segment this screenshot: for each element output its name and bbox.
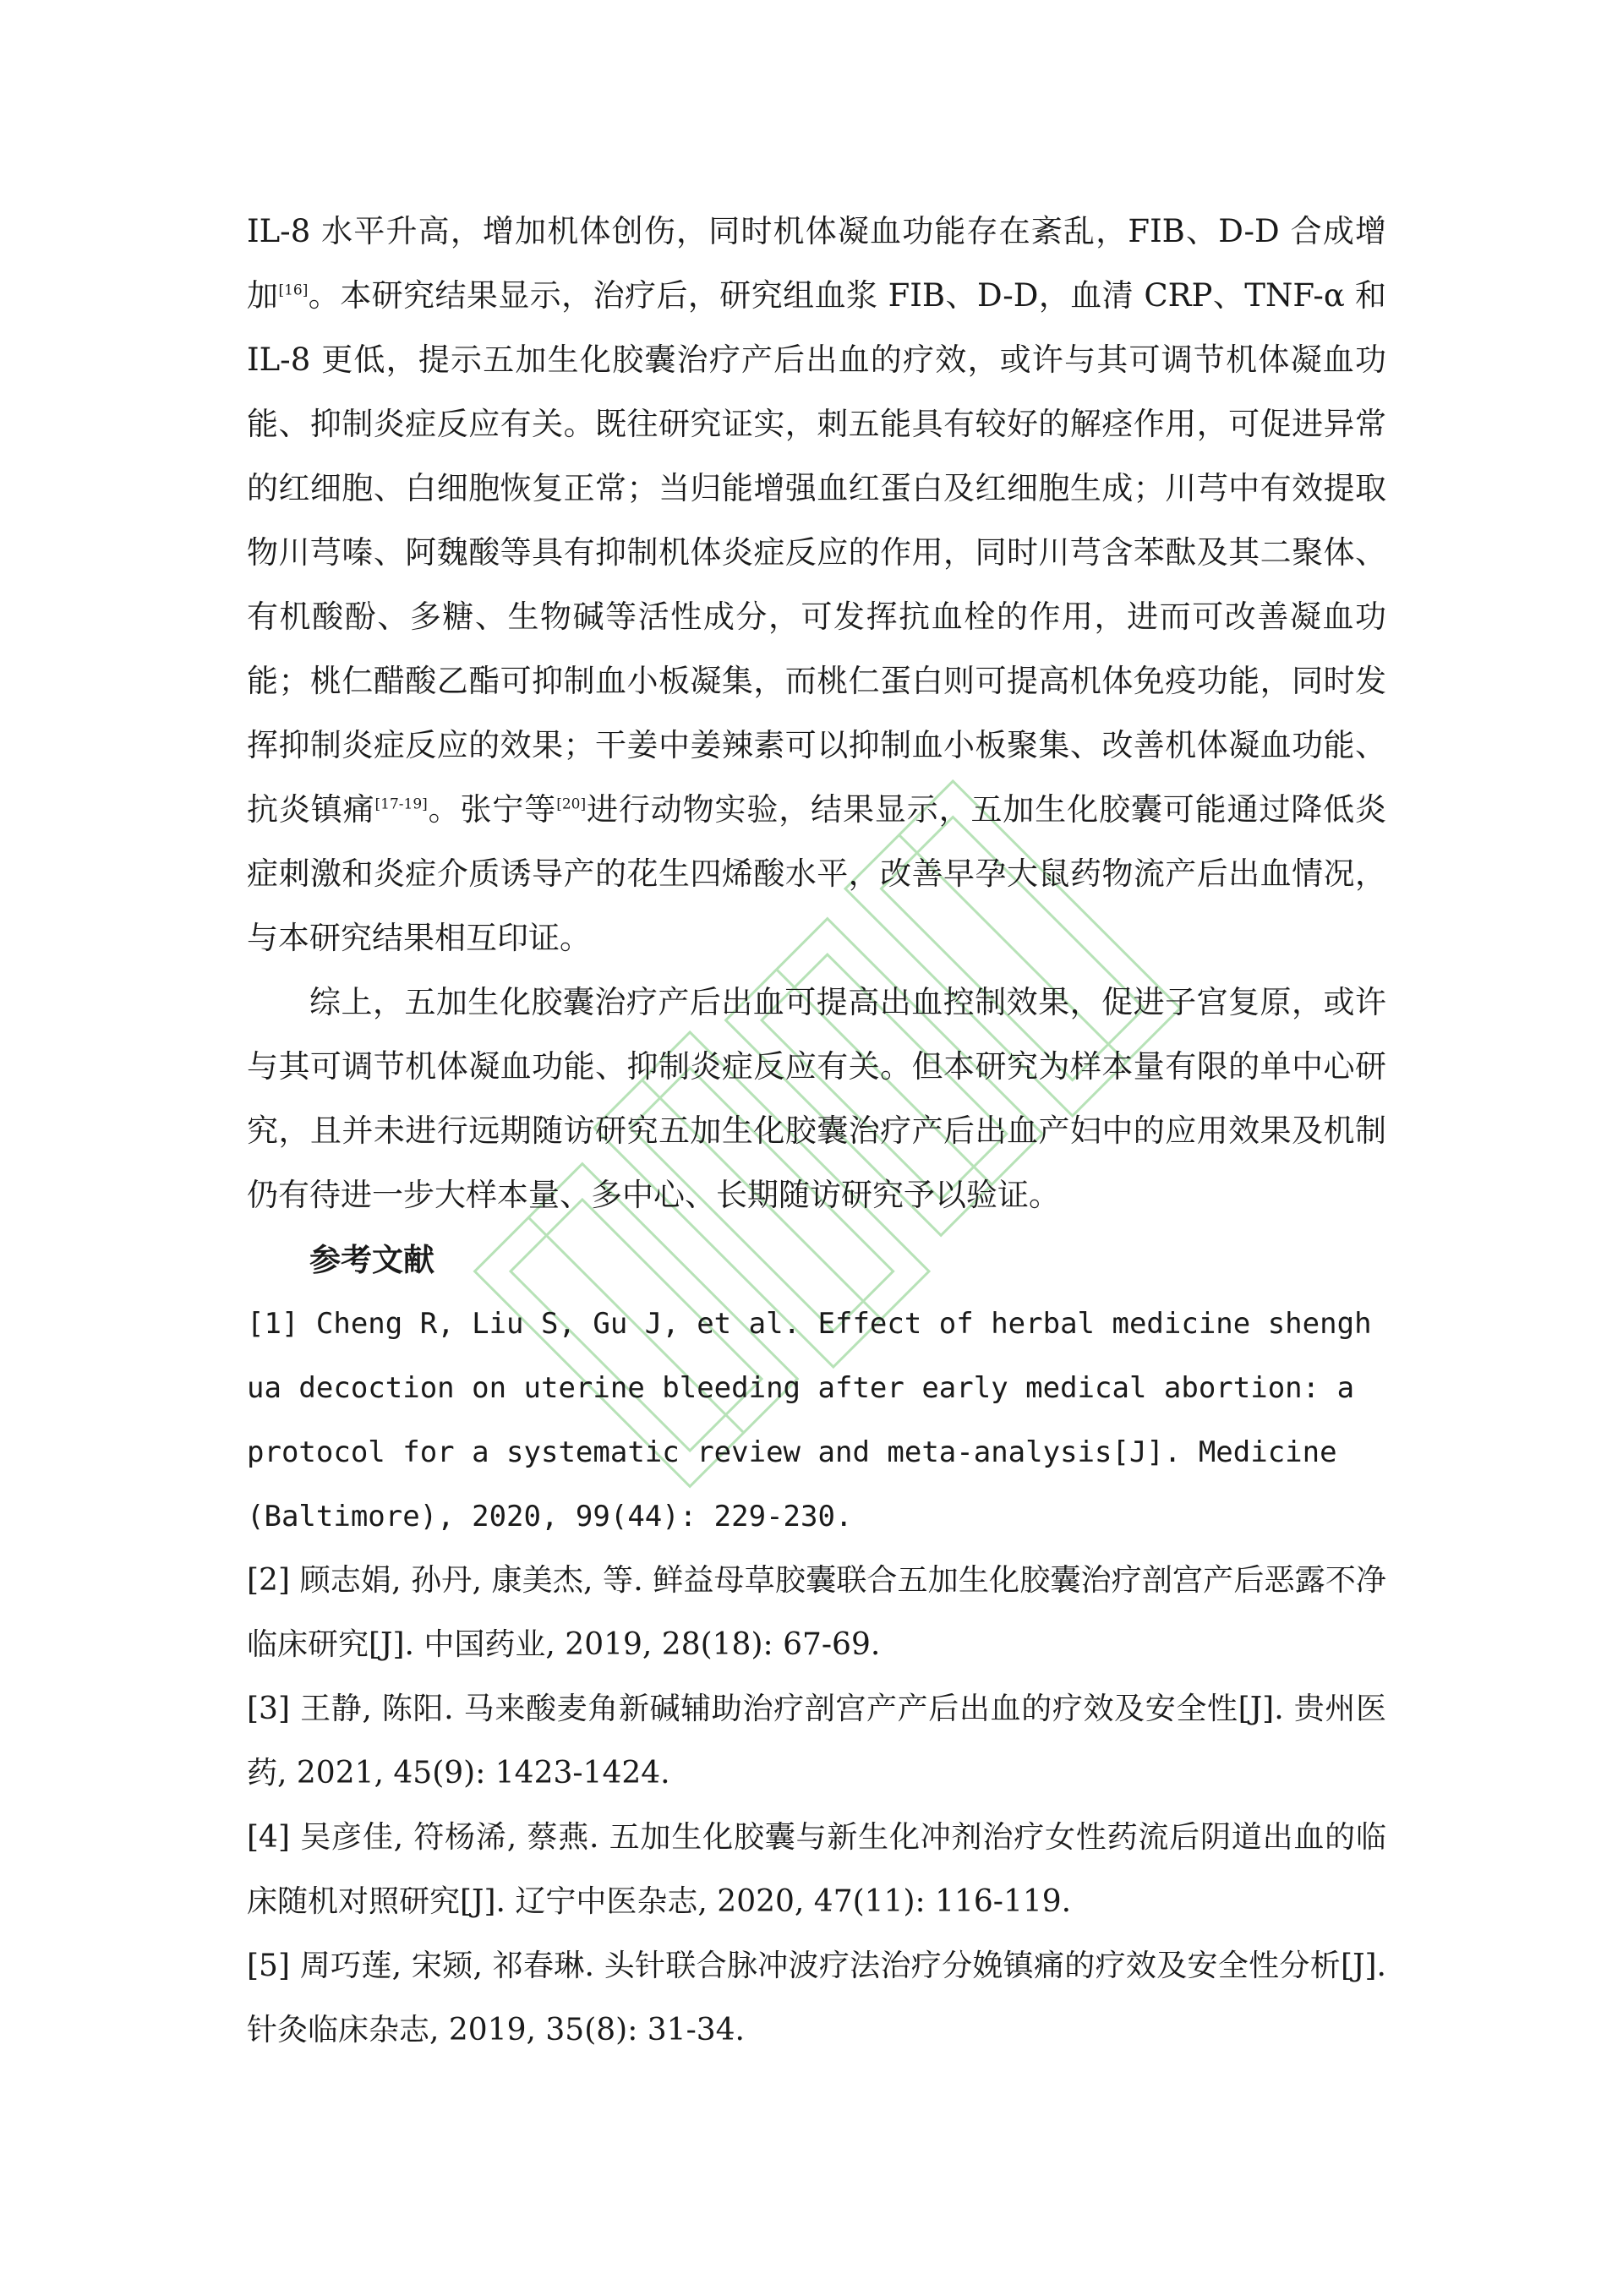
reference-item: [4] 吴彦佳, 符杨浠, 蔡燕. 五加生化胶囊与新生化冲剂治疗女性药流后阴道出血的临床随机对照研究[J]. 辽宁中医杂志, 2020, 47(11): 116-119. [247,1820,1386,1919]
citation-superscript: [16] [278,282,309,299]
citation-superscript: [17-19] [374,795,428,813]
reference-item: [3] 王静, 陈阳. 马来酸麦角新碱辅助治疗剖宫产产后出血的疗效及安全性[J]. 贵州医药, 2021, 45(9): 1423-1424. [247,1692,1386,1790]
paragraph-text: 。张宁等 [427,791,557,828]
paragraph-text: 。本研究结果显示，治疗后，研究组血浆 FIB、D-D，血清 CRP、TNF-α 和 IL-8 更低，提示五加生化胶囊治疗产后出血的疗效，或许与其可调节机体凝血功能、抑制炎症反应有关。既往研究证实，刺五能具有较好的解痉作用，可促进异常的红细胞、白细胞恢复正常；当归能增强血红蛋白及红细胞生成；川芎中有效提取物川芎嗪、阿魏酸等具有抑制机体炎症反应的作用，同时川芎含苯酞及其二聚体、有机酸酚、多糖、生物碱等活性成分，可发挥抗血栓的作用，进而可改善凝血功能；桃仁醋酸乙酯可抑制血小板凝集，而桃仁蛋白则可提高机体免疫功能，同时发挥抑制炎症反应的效果；干姜中姜辣素可以抑制血小板聚集、改善机体凝血功能、抗炎镇痛 [247,277,1387,828]
reference-item: [2] 顾志娟, 孙丹, 康美杰, 等. 鲜益母草胶囊联合五加生化胶囊治疗剖宫产后恶露不净临床研究[J]. 中国药业, 2019, 28(18): 67-69. [247,1563,1386,1662]
reference-item: [1] Cheng R, Liu S, Gu J, et al. Effect of herbal medicine shenghua decoction on uterine bleeding after early medical abortion: a protocol for a systematic review and meta-analysis[J]. Medicine (Baltimore), 2020, 99(44): 229-230. [247,1307,1372,1533]
body-paragraph-1 [247,200,1386,970]
paragraph-text: 进行动物实验，结果显示，五加生化胶囊可能通过降低炎症刺激和炎症介质诱导产的花生四烯酸水平，改善早孕大鼠药物流产后出血情况，与本研究结果相互印证。 [247,791,1387,956]
body-paragraph-2: 综上，五加生化胶囊治疗产后出血可提高出血控制效果，促进子宫复原，或许与其可调节机体凝血功能、抑制炎症反应有关。但本研究为样本量有限的单中心研究，且并未进行远期随访研究五加生化胶囊治疗产后出血产妇中的应用效果及机制仍有待进一步大样本量、多中心、长期随访研究予以验证。 [247,984,1386,1213]
citation-superscript: [20] [556,795,587,813]
references-heading: 参考文献 [309,1241,434,1278]
reference-item: [5] 周巧莲, 宋颎, 祁春琳. 头针联合脉冲波疗法治疗分娩镇痛的疗效及安全性分析[J]. 针灸临床杂志, 2019, 35(8): 31-34. [247,1949,1386,2047]
paragraph-text: IL-8 水平升高，增加机体创伤，同时机体凝血功能存在紊乱，FIB、D-D 合成增加 [247,213,1386,314]
document-page [247,200,1386,2063]
